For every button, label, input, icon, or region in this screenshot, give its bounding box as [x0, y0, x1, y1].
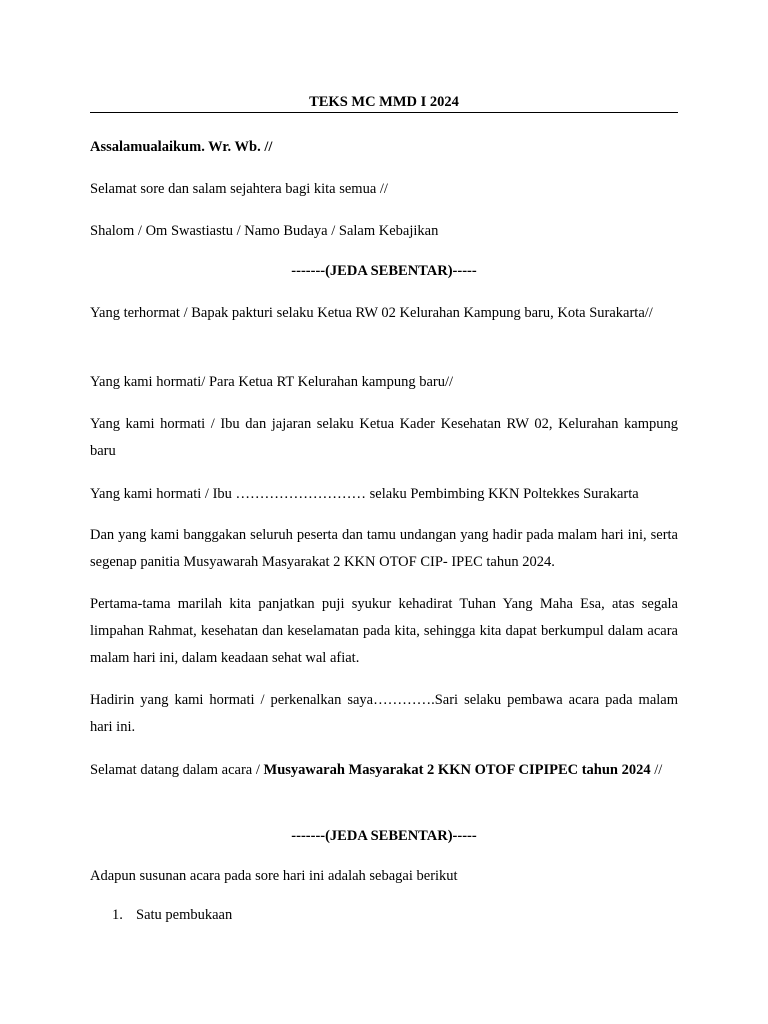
selamat-datang-prefix: Selamat datang dalam acara /: [90, 762, 264, 778]
salam-lintas-agama: Shalom / Om Swastiastu / Namo Budaya / Salam Kebajikan: [90, 223, 439, 239]
jeda-sebentar-1: -------(JEDA SEBENTAR)-----: [291, 263, 477, 279]
hormat-pembimbing: Yang kami hormati / Ibu ……………………… selaku Pembimbing KKN Poltekkes Surakarta: [90, 486, 639, 502]
list-item-text: Satu pembukaan: [136, 907, 233, 923]
banggakan-paragraph: Dan yang kami banggakan seluruh peserta dan tamu undangan yang hadir pada malam hari ini, serta segenap panitia Musyawarah Masyarakat 2 KKN OTOF CIP- IPEC tahun 2024.: [90, 527, 678, 570]
hormat-ketua-rt: Yang kami hormati/ Para Ketua RT Kelurahan kampung baru//: [90, 374, 454, 390]
pertama-paragraph: Pertama-tama marilah kita panjatkan puji syukur kehadirat Tuhan Yang Maha Esa, atas segala limpahan Rahmat, kesehatan dan keselamatan pada kita, sehingga kita dapat berkumpul dalam acara malam hari ini, dalam keadaan sehat wal afiat.: [90, 596, 678, 666]
document-title: TEKS MC MMD I 2024: [309, 94, 459, 110]
greeting: Assalamualaikum. Wr. Wb. //: [90, 139, 273, 155]
list-item: [112, 906, 672, 924]
salam-paragraph: Selamat sore dan salam sejahtera bagi kita semua //: [90, 181, 388, 197]
selamat-datang-suffix: //: [650, 762, 663, 778]
perkenalan-paragraph: Hadirin yang kami hormati / perkenalkan saya………….Sari selaku pembawa acara pada malam hari ini.: [90, 692, 678, 735]
susunan-acara-intro: Adapun susunan acara pada sore hari ini adalah sebagai berikut: [90, 868, 458, 884]
jeda-sebentar-2: -------(JEDA SEBENTAR)-----: [291, 828, 477, 844]
hormat-kader-kesehatan: Yang kami hormati / Ibu dan jajaran selaku Ketua Kader Kesehatan RW 02, Kelurahan kampung baru: [90, 416, 678, 459]
title-underline: [90, 112, 678, 113]
hormat-ketua-rw: Yang terhormat / Bapak pakturi selaku Ketua RW 02 Kelurahan Kampung baru, Kota Surakarta//: [90, 305, 653, 321]
selamat-datang-paragraph: [90, 757, 678, 784]
acara-name: Musyawarah Masyarakat 2 KKN OTOF CIPIPEC tahun 2024: [263, 762, 651, 778]
list-item-number: 1.: [112, 907, 123, 923]
